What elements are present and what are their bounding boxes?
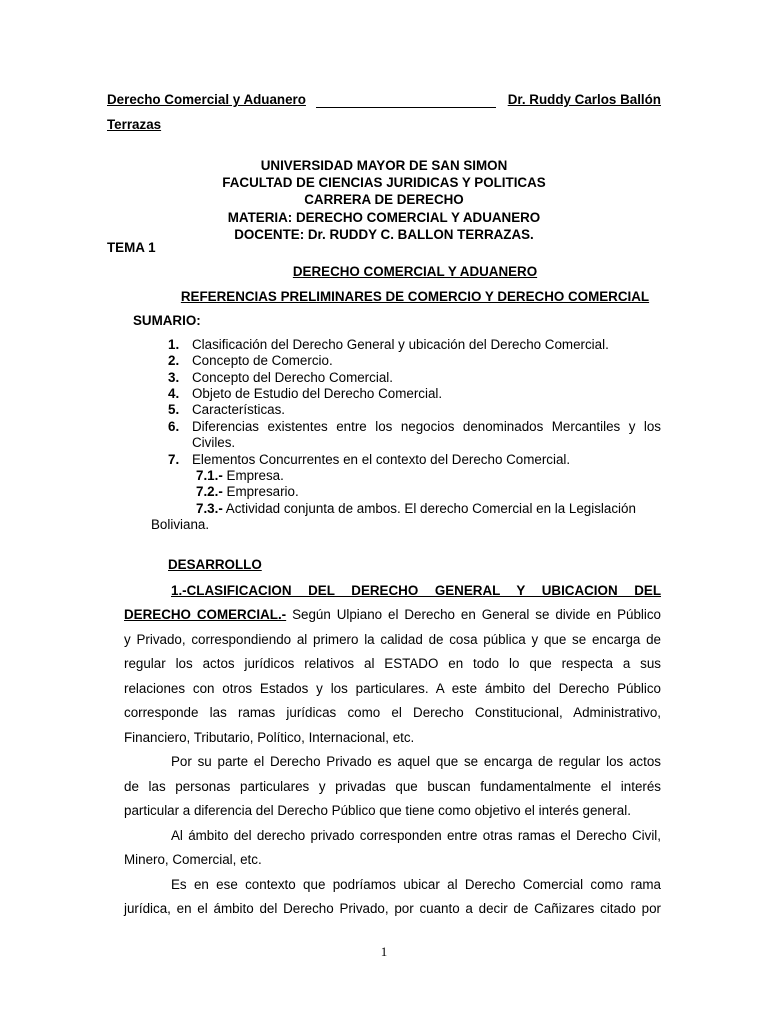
paragraph-text: Según Ulpiano el Derecho en General se divide en Público [286,607,661,622]
list-number: 3. [168,370,180,385]
institution-line: UNIVERSIDAD MAYOR DE SAN SIMON [260,158,508,173]
list-text: Características. [192,402,286,417]
sublist-number: 7.3.- [196,501,223,516]
paragraph-line: Es en ese contexto que podríamos ubicar al Derecho Comercial como rama [171,877,661,892]
paragraph-line [124,606,661,624]
list-text: Concepto de Comercio. [192,353,333,368]
paragraph-line: Por su parte el Derecho Privado es aquel que se encarga de regular los actos [171,754,661,769]
paragraph-line: relaciones con otros Estados y los particulares. A este ámbito del Derecho Público [124,681,661,696]
list-text: Diferencias existentes entre los negocios denominados Mercantiles y los [192,419,661,434]
list-item [168,402,285,418]
sublist-continuation: Boliviana. [151,517,210,532]
sublist-number: 7.2.- [196,484,223,499]
list-item [168,337,609,353]
list-text: Elementos Concurrentes en el contexto del Derecho Comercial. [192,452,571,467]
list-item [168,353,333,369]
list-text: Objeto de Estudio del Derecho Comercial. [192,386,443,401]
list-number: 6. [168,419,180,434]
list-number: 4. [168,386,180,401]
list-item-continuation: Civiles. [192,435,236,450]
header-right: Dr. Ruddy Carlos Ballón [507,92,661,107]
sublist-item [196,501,636,516]
sumario-heading: SUMARIO: [133,313,201,328]
institution-line: MATERIA: DERECHO COMERCIAL Y ADUANERO [227,209,541,225]
list-number: 5. [168,402,180,417]
sublist-text: Empresa. [222,468,284,483]
paragraph-line: de las personas particulares y privadas que buscan fundamentalmente el interés [124,779,661,794]
paragraph-line: y Privado, correspondiendo al primero la calidad de cosa pública y que se encarga de [124,632,661,647]
paragraph-line: regular los actos jurídicos relativos al ESTADO en todo lo que respecta a sus [124,656,661,671]
list-item [168,419,661,435]
section-title-end: DERECHO COMERCIAL.- [124,607,287,622]
sublist-item [196,468,284,483]
document-title: DERECHO COMERCIAL Y ADUANERO [292,264,538,279]
document-subtitle: REFERENCIAS PRELIMINARES DE COMERCIO Y DERECHO COMERCIAL [180,289,650,304]
sublist-text: Actividad conjunta de ambos. El derecho Comercial en la Legislación [222,501,636,516]
tema-label: TEMA 1 [107,240,156,255]
list-item [168,386,442,402]
list-item [168,452,570,468]
paragraph-line: Al ámbito del derecho privado corresponden entre otras ramas el Derecho Civil, [171,828,661,843]
institution-line: FACULTAD DE CIENCIAS JURIDICAS Y POLITICAS [222,175,546,191]
header-left: Derecho Comercial y Aduanero [107,92,306,107]
list-number: 1. [168,337,180,352]
list-text: Clasificación del Derecho General y ubicación del Derecho Comercial. [192,337,609,352]
paragraph-line: Minero, Comercial, etc. [124,852,262,867]
paragraph-line: jurídica, en el ámbito del Derecho Privado, por cuanto a decir de Cañizares citado por [124,901,661,916]
sublist-item [196,484,299,499]
list-item [168,370,393,386]
header-rule [316,107,496,108]
institution-line: CARRERA DE DERECHO [304,192,464,208]
sublist-number: 7.1.- [196,468,223,483]
list-number: 2. [168,353,180,368]
institution-line: DOCENTE: Dr. RUDDY C. BALLON TERRAZAS. [234,226,534,242]
sublist-text: Empresario. [222,484,299,499]
list-number: 7. [168,452,180,467]
section-title: 1.-CLASIFICACION DEL DERECHO GENERAL Y UBICACION DEL [171,583,661,598]
header-continuation: Terrazas [107,117,162,132]
paragraph-line: corresponde las ramas jurídicas como el Derecho Constitucional, Administrativo, [124,705,661,720]
desarrollo-heading: DESARROLLO [168,557,262,572]
institution-block [0,157,768,243]
paragraph-line: Financiero, Tributario, Político, Internacional, etc. [124,730,415,745]
page-number: 1 [380,944,388,959]
paragraph-line: particular a diferencia del Derecho Público que tiene como objetivo el interés general. [124,803,631,818]
list-text: Concepto del Derecho Comercial. [192,370,393,385]
